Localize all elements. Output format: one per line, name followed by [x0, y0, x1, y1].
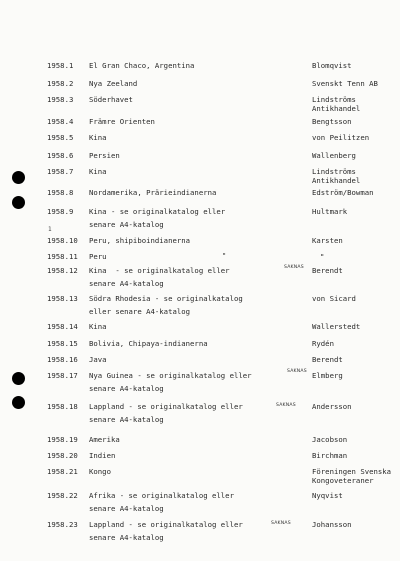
entry-number: 1958.10: [47, 236, 78, 245]
entry-description: Lappland - se originalkatalog eller: [89, 402, 243, 411]
entry-number: 1958.21: [47, 467, 78, 476]
entry-description: Kina: [89, 322, 107, 331]
entry-description: Kina: [89, 167, 107, 176]
entry-donor: Lindströms: [312, 95, 356, 104]
entry-description: Nordamerika, Prärieindianerna: [89, 188, 217, 197]
entry-donor: von Sicard: [312, 294, 356, 303]
entry-number: 1958.3: [47, 95, 74, 104]
entry-description: Kina: [89, 133, 107, 142]
entry-description: Kina - se originalkatalog eller: [89, 266, 230, 275]
entry-donor: Lindströms: [312, 167, 356, 176]
entry-description: eller senare A4-katalog: [89, 307, 191, 316]
entry-number: 1958.22: [47, 491, 78, 500]
entry-description: Bolivia, Chipaya-indianerna: [89, 339, 208, 348]
entry-number: 1958.11: [47, 252, 78, 261]
entry-description: Söderhavet: [89, 95, 133, 104]
entry-description: Peru: [89, 252, 107, 261]
entry-number: 1958.5: [47, 133, 74, 142]
entry-donor: Birchman: [312, 451, 348, 460]
entry-donor: Edström/Bowman: [312, 188, 374, 197]
entry-number: 1958.6: [47, 151, 74, 160]
entry-donor: Jacobson: [312, 435, 348, 444]
ditto-mark: ": [222, 252, 227, 260]
entry-description: senare A4-katalog: [89, 279, 164, 288]
entry-description: Södra Rhodesia - se originalkatalog: [89, 294, 243, 303]
entry-donor: Nyqvist: [312, 491, 343, 500]
entry-number: 1958.12: [47, 266, 78, 275]
entry-number: 1958.9: [47, 207, 74, 216]
entry-description: senare A4-katalog: [89, 220, 164, 229]
entry-description: Lappland - se originalkatalog eller: [89, 520, 243, 529]
entry-donor: Antikhandel: [312, 176, 361, 185]
entry-donor: Föreningen Svenska: [312, 467, 392, 476]
entry-number: 1958.17: [47, 371, 78, 380]
margin-mark: 1: [48, 226, 52, 233]
entry-donor: ": [320, 252, 325, 261]
entry-description: Kongo: [89, 467, 111, 476]
entry-description: Indien: [89, 451, 116, 460]
entry-description: Nya Zeeland: [89, 79, 138, 88]
entry-donor: Wallerstedt: [312, 322, 361, 331]
punch-hole: [12, 196, 25, 209]
entry-donor: Blomqvist: [312, 61, 352, 70]
entry-donor: Bengtsson: [312, 117, 352, 126]
entry-number: 1958.19: [47, 435, 78, 444]
punch-hole: [12, 171, 25, 184]
entry-number: 1958.15: [47, 339, 78, 348]
entry-description: senare A4-katalog: [89, 415, 164, 424]
entry-description: Kina - se originalkatalog eller: [89, 207, 226, 216]
saknas-stamp: SAKNAS: [284, 265, 304, 270]
entry-donor: Wallenberg: [312, 151, 356, 160]
entry-number: 1958.18: [47, 402, 78, 411]
entry-description: Peru, shipiboindianerna: [89, 236, 191, 245]
saknas-stamp: SAKNAS: [271, 521, 291, 526]
entry-donor: Elmberg: [312, 371, 343, 380]
entry-number: 1958.13: [47, 294, 78, 303]
entry-donor: Berendt: [312, 266, 343, 275]
entry-donor: Svenskt Tenn AB: [312, 79, 378, 88]
punch-hole: [12, 396, 25, 409]
entry-description: Främre Orienten: [89, 117, 155, 126]
entry-donor: Andersson: [312, 402, 352, 411]
entry-description: Nya Guinea - se originalkatalog eller: [89, 371, 252, 380]
saknas-stamp: SAKNAS: [276, 403, 296, 408]
entry-donor: Kongoveteraner: [312, 476, 374, 485]
entry-donor: Antikhandel: [312, 104, 361, 113]
entry-description: Java: [89, 355, 107, 364]
entry-number: 1958.7: [47, 167, 74, 176]
saknas-stamp: SAKNAS: [287, 369, 307, 374]
entry-number: 1958.4: [47, 117, 74, 126]
punch-hole: [12, 372, 25, 385]
entry-number: 1958.1: [47, 61, 74, 70]
entry-number: 1958.20: [47, 451, 78, 460]
entry-number: 1958.16: [47, 355, 78, 364]
entry-description: Amerika: [89, 435, 120, 444]
entry-number: 1958.8: [47, 188, 74, 197]
entry-number: 1958.14: [47, 322, 78, 331]
entry-donor: Berendt: [312, 355, 343, 364]
entry-description: senare A4-katalog: [89, 504, 164, 513]
entry-number: 1958.23: [47, 520, 78, 529]
entry-description: Persien: [89, 151, 120, 160]
entry-donor: Hultmark: [312, 207, 348, 216]
entry-description: Afrika - se originalkatalog eller: [89, 491, 234, 500]
entry-description: senare A4-katalog: [89, 533, 164, 542]
entry-donor: Rydén: [312, 339, 334, 348]
entry-description: senare A4-katalog: [89, 384, 164, 393]
entry-donor: von Peilitzen: [312, 133, 370, 142]
entry-donor: Johansson: [312, 520, 352, 529]
entry-number: 1958.2: [47, 79, 74, 88]
entry-donor: Karsten: [312, 236, 343, 245]
entry-description: El Gran Chaco, Argentina: [89, 61, 195, 70]
